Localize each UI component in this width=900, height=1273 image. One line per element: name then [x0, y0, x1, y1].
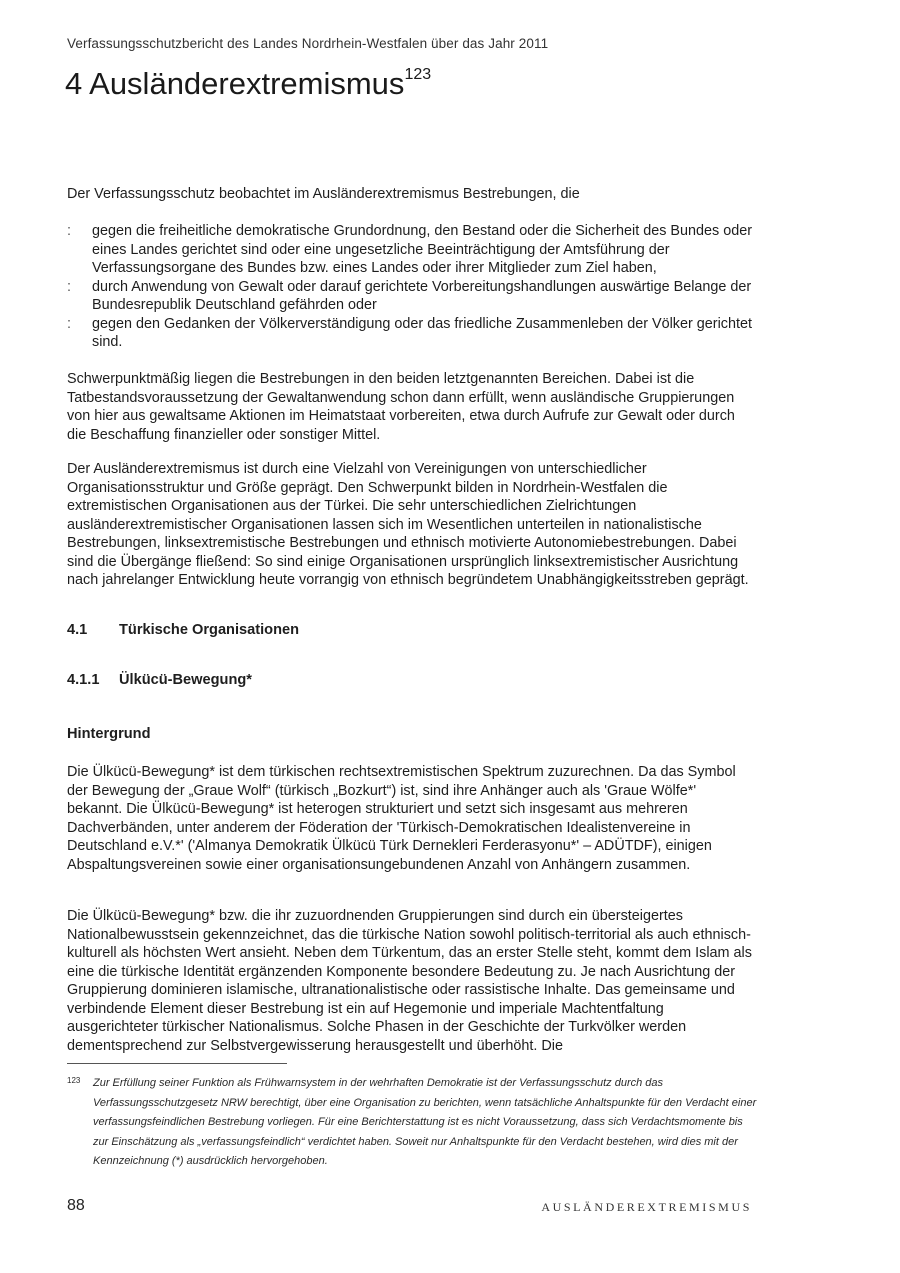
footnote-number: 123 [67, 1076, 81, 1085]
chapter-title-text: 4 Ausländerextremismus [65, 66, 405, 101]
section-title: Ülkücü-Bewegung* [119, 672, 252, 688]
criteria-list [67, 222, 753, 352]
list-item [67, 315, 753, 352]
footnote-reference[interactable]: 123 [404, 65, 432, 83]
list-bullet: : [67, 223, 71, 239]
footnote [67, 1074, 757, 1172]
list-item-text: gegen den Gedanken der Völkerverständigung oder das friedliche Zusammenleben der Völker gerichtet sind. [92, 315, 752, 350]
list-item-text: durch Anwendung von Gewalt oder darauf gerichtete Vorbereitungshandlungen auswärtige Belange der Bundesrepublik Deutschland gefährden oder [92, 278, 752, 313]
body-paragraph: Die Ülkücü-Bewegung* bzw. die ihr zuzuordnenden Gruppierungen sind durch ein übersteigertes Nationalbewusstsein gekennzeichnet, das die türkische Nation sowohl politisch-territorial als auch ethnisch-kulturell als höchsten Wert ansieht. Neben dem Türkentum, das an erster Stelle steht, kommt dem Islam als eine die türkische Identität ergänzenden Komponente besondere Bedeutung zu. Je nach Ausrichtung der Gruppierung dominieren islamische, ultranationalistische oder rassistische Inhalte. Das gemeinsame und verbindende Element dieser Bestrebung ist ein auf Hegemonie und imperiale Machtentfaltung ausgerichteter türkischer Nationalismus. Solche Phasen in der Geschichte der Turkvölker werden dementsprechend zur Selbstvergewisserung herausgestellt und überhöht. Die [67, 908, 752, 1054]
section-heading-4-1-1 [67, 672, 252, 688]
chapter-title [65, 66, 431, 102]
list-item [67, 222, 753, 278]
footnote-divider [67, 1063, 287, 1064]
body-paragraph: Die Ülkücü-Bewegung* ist dem türkischen rechtsextremistischen Spektrum zuzurechnen. Da das Symbol der Bewegung der „Graue Wolf“ (türkisch „Bozkurt“) ist, sind ihre Anhänger auch als 'Graue Wölfe*' bekannt. Die Ülkücü-Bewegung* ist heterogen strukturiert und setzt sich insgesamt aus mehreren Dachverbänden, unter anderem der Föderation der 'Türkisch-Demokratischen Idealistenvereine in Deutschland e.V.*' ('Almanya Demokratik Ülkücü Türk Dernekleri Ferderasyonu*' – ADÜTDF), einigen Abspaltungsvereinen sowie einer organisationsungebundenen Anzahl von Anhängern zusammen. [67, 764, 736, 873]
list-item-text: gegen die freiheitliche demokratische Grundordnung, den Bestand oder die Sicherheit des Bundes oder eines Landes gerichtet sind oder eine ungesetzliche Beeinträchtigung der Amtsführung der Verfassungsorgane des Bundes bzw. eines Landes oder ihrer Mitglieder zum Ziel haben, [92, 223, 753, 276]
list-bullet: : [67, 315, 71, 332]
section-number: 4.1.1 [67, 672, 100, 688]
subheading-hintergrund: Hintergrund [67, 726, 151, 742]
page-number: 88 [67, 1197, 85, 1214]
body-paragraph: Der Ausländerextremismus ist durch eine Vielzahl von Vereinigungen von unterschiedlicher Organisationsstruktur und Größe geprägt. Den Schwerpunkt bilden in Nordrhein-Westfalen die extremistischen Organisationen aus der Türkei. Die sehr unterschiedlichen Zielrichtungen ausländerextremistischer Organisationen lassen sich im Wesentlichen unterteilen in nationalistische Bestrebungen, linksextremistische Bestrebungen und ethnisch motivierte Autonomiebestrebungen. Dabei sind die Übergänge fließend: So sind einige Organisationen ursprünglich linksextremistischer Ausrichtung nach jahrelanger Entwicklung heute vorrangig von ethnisch begründetem Unabhängigkeitsstreben geprägt. [67, 461, 749, 588]
list-item [67, 278, 753, 315]
body-paragraph: Schwerpunktmäßig liegen die Bestrebungen in den beiden letztgenannten Bereichen. Dabei ist die Tatbestandsvoraussetzung der Gewaltanwendung schon dann erfüllt, wenn ausländische Gruppierungen von hier aus gewaltsame Aktionen im Heimatstaat vorbereiten, etwa durch Aufrufe zur Gewalt oder durch die Beschaffung finanzieller oder sonstiger Mittel. [67, 371, 735, 443]
section-number: 4.1 [67, 622, 88, 638]
section-heading-4-1 [67, 622, 299, 638]
list-bullet: : [67, 278, 71, 295]
footnote-text: Zur Erfüllung seiner Funktion als Frühwarnsystem in der wehrhaften Demokratie ist der Verfassungsschutz durch das Verfassungsschutzgesetz NRW berechtigt, über eine Organisation zu berichten, wenn tatsächliche Anhaltspunkte für den Verdacht einer verfassungsfeindlichen Bestrebung vorliegen. Für eine Berichterstattung ist es nicht Voraussetzung, dass sich Verdachtsmomente bis zur Einschätzung als „verfassungsfeindlich“ verdichtet haben. Soweit nur Anhaltspunkte für den Verdacht bestehen, wird dies mit der Kennzeichnung (*) ausdrücklich hervorgehoben. [93, 1077, 757, 1167]
intro-paragraph: Der Verfassungsschutz beobachtet im Ausländerextremismus Bestrebungen, die [67, 186, 580, 202]
running-footer: AUSLÄNDEREXTREMISMUS [541, 1200, 752, 1214]
running-header: Verfassungsschutzbericht des Landes Nordrhein-Westfalen über das Jahr 2011 [67, 36, 549, 51]
section-title: Türkische Organisationen [119, 622, 300, 638]
